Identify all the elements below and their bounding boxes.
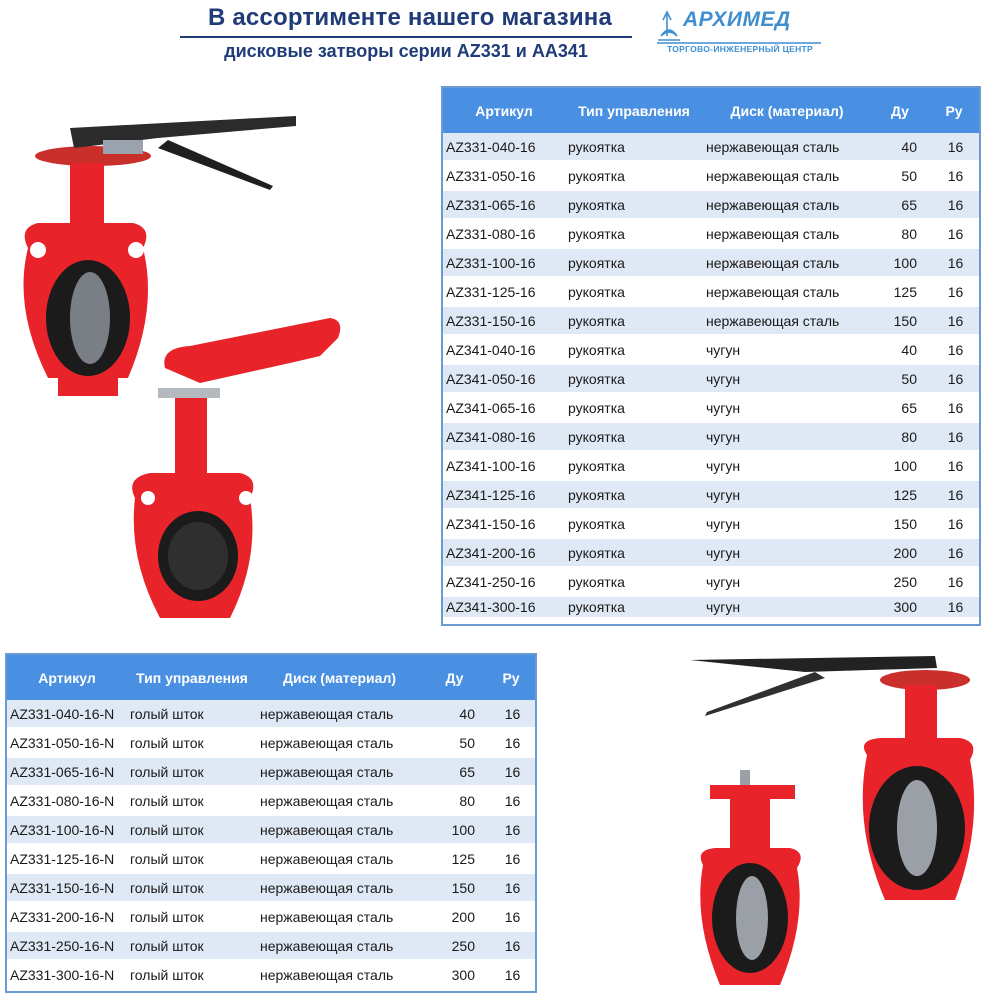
cell-control-type: голый шток bbox=[127, 757, 257, 786]
column-header-dn: Ду bbox=[871, 88, 929, 133]
column-header-pn: Ру bbox=[487, 655, 535, 700]
title-divider bbox=[180, 36, 632, 38]
cell-disc-material: нержавеющая сталь bbox=[257, 960, 422, 989]
cell-dn: 125 bbox=[871, 480, 929, 509]
cell-control-type: голый шток bbox=[127, 786, 257, 815]
cell-article: AZ331-300-16-N bbox=[7, 960, 127, 989]
cell-control-type: рукоятка bbox=[565, 277, 703, 306]
cell-pn: 16 bbox=[929, 422, 979, 451]
cell-disc-material: нержавеющая сталь bbox=[703, 277, 871, 306]
cell-disc-material: нержавеющая сталь bbox=[703, 248, 871, 277]
column-header-article: Артикул bbox=[443, 88, 565, 133]
cell-disc-material: чугун bbox=[703, 596, 871, 618]
cell-article: AZ331-065-16 bbox=[443, 190, 565, 219]
cell-pn: 16 bbox=[929, 133, 979, 161]
cell-disc-material: нержавеющая сталь bbox=[257, 844, 422, 873]
cell-article: AZ331-050-16-N bbox=[7, 728, 127, 757]
cell-dn: 40 bbox=[422, 700, 487, 728]
valve-az341-handle-photo bbox=[120, 308, 350, 638]
cell-pn: 16 bbox=[487, 873, 535, 902]
column-header-control-type: Тип управления bbox=[127, 655, 257, 700]
cell-disc-material: чугун bbox=[703, 509, 871, 538]
table-row bbox=[7, 902, 535, 931]
table-row bbox=[443, 277, 979, 306]
table-row bbox=[443, 538, 979, 567]
cell-dn: 80 bbox=[871, 422, 929, 451]
column-header-disc-material: Диск (материал) bbox=[257, 655, 422, 700]
cell-dn: 200 bbox=[871, 538, 929, 567]
valves-az331-n-photo bbox=[685, 650, 985, 990]
cell-dn: 200 bbox=[422, 902, 487, 931]
cell-dn: 150 bbox=[871, 509, 929, 538]
cell-dn: 250 bbox=[871, 567, 929, 596]
cell-dn: 300 bbox=[871, 596, 929, 618]
top-spec-table bbox=[443, 88, 979, 619]
table-row bbox=[443, 190, 979, 219]
cell-article: AZ331-100-16 bbox=[443, 248, 565, 277]
cell-disc-material: нержавеющая сталь bbox=[257, 728, 422, 757]
cell-disc-material: чугун bbox=[703, 364, 871, 393]
cell-dn: 100 bbox=[422, 815, 487, 844]
cell-pn: 16 bbox=[487, 960, 535, 989]
page-subtitle: дисковые затворы серии AZ331 и AA341 bbox=[224, 41, 588, 61]
cell-dn: 125 bbox=[422, 844, 487, 873]
table-row bbox=[7, 728, 535, 757]
cell-pn: 16 bbox=[487, 786, 535, 815]
page-title: В ассортименте нашего магазина bbox=[207, 4, 613, 31]
table-row bbox=[443, 364, 979, 393]
cell-disc-material: чугун bbox=[703, 393, 871, 422]
cell-article: AZ341-100-16 bbox=[443, 451, 565, 480]
cell-pn: 16 bbox=[929, 277, 979, 306]
column-header-control-type: Тип управления bbox=[565, 88, 703, 133]
cell-article: AZ331-125-16 bbox=[443, 277, 565, 306]
cell-pn: 16 bbox=[929, 451, 979, 480]
cell-disc-material: нержавеющая сталь bbox=[703, 190, 871, 219]
logo-tagline: ТОРГОВО-ИНЖЕНЕРНЫЙ ЦЕНТР bbox=[666, 44, 814, 54]
cell-pn: 16 bbox=[929, 248, 979, 277]
cell-control-type: рукоятка bbox=[565, 364, 703, 393]
cell-pn: 16 bbox=[487, 844, 535, 873]
column-header-dn: Ду bbox=[422, 655, 487, 700]
cell-article: AZ341-125-16 bbox=[443, 480, 565, 509]
cell-disc-material: нержавеющая сталь bbox=[703, 219, 871, 248]
cell-disc-material: чугун bbox=[703, 538, 871, 567]
cell-disc-material: чугун bbox=[703, 567, 871, 596]
cell-article: AZ331-080-16 bbox=[443, 219, 565, 248]
cell-control-type: рукоятка bbox=[565, 567, 703, 596]
cell-article: AZ341-080-16 bbox=[443, 422, 565, 451]
cell-disc-material: чугун bbox=[703, 480, 871, 509]
cell-pn: 16 bbox=[929, 509, 979, 538]
table-row bbox=[443, 248, 979, 277]
cell-dn: 100 bbox=[871, 451, 929, 480]
cell-article: AZ331-250-16-N bbox=[7, 931, 127, 960]
cell-control-type: голый шток bbox=[127, 844, 257, 873]
cell-article: AZ331-200-16-N bbox=[7, 902, 127, 931]
cell-pn: 16 bbox=[487, 700, 535, 728]
cell-disc-material: нержавеющая сталь bbox=[257, 757, 422, 786]
cell-dn: 300 bbox=[422, 960, 487, 989]
cell-article: AZ331-080-16-N bbox=[7, 786, 127, 815]
cell-control-type: рукоятка bbox=[565, 393, 703, 422]
cell-pn: 16 bbox=[929, 480, 979, 509]
table-row bbox=[443, 422, 979, 451]
cell-dn: 65 bbox=[422, 757, 487, 786]
cell-control-type: голый шток bbox=[127, 873, 257, 902]
cell-disc-material: нержавеющая сталь bbox=[257, 931, 422, 960]
cell-control-type: рукоятка bbox=[565, 422, 703, 451]
cell-pn: 16 bbox=[929, 393, 979, 422]
cell-pn: 16 bbox=[929, 335, 979, 364]
cell-disc-material: нержавеющая сталь bbox=[703, 133, 871, 161]
cell-disc-material: чугун bbox=[703, 451, 871, 480]
cell-pn: 16 bbox=[929, 219, 979, 248]
valve-body-bare-stem-icon bbox=[700, 770, 800, 985]
valve-body-with-handle-icon bbox=[863, 685, 974, 900]
cell-control-type: рукоятка bbox=[565, 306, 703, 335]
cell-control-type: рукоятка bbox=[565, 190, 703, 219]
table-row bbox=[443, 567, 979, 596]
cell-disc-material: нержавеющая сталь bbox=[703, 306, 871, 335]
cell-dn: 40 bbox=[871, 133, 929, 161]
cell-dn: 50 bbox=[871, 364, 929, 393]
logo-emblem-icon bbox=[658, 12, 680, 40]
cell-pn: 16 bbox=[487, 728, 535, 757]
cell-pn: 16 bbox=[929, 161, 979, 190]
cell-pn: 16 bbox=[929, 538, 979, 567]
table-header-row bbox=[7, 655, 535, 700]
cell-dn: 125 bbox=[871, 277, 929, 306]
table-row bbox=[7, 873, 535, 902]
cell-disc-material: чугун bbox=[703, 422, 871, 451]
red-handle-lever-icon bbox=[158, 318, 340, 398]
cell-dn: 50 bbox=[871, 161, 929, 190]
table-row bbox=[443, 596, 979, 618]
cell-control-type: рукоятка bbox=[565, 480, 703, 509]
cell-article: AZ331-065-16-N bbox=[7, 757, 127, 786]
cell-article: AZ341-065-16 bbox=[443, 393, 565, 422]
cell-article: AZ341-300-16 bbox=[443, 596, 565, 618]
cell-dn: 80 bbox=[422, 786, 487, 815]
cell-control-type: рукоятка bbox=[565, 451, 703, 480]
cell-control-type: голый шток bbox=[127, 902, 257, 931]
cell-disc-material: нержавеющая сталь bbox=[257, 786, 422, 815]
column-header-article: Артикул bbox=[7, 655, 127, 700]
logo-name: АРХИМЕД bbox=[683, 8, 791, 31]
table-row bbox=[443, 480, 979, 509]
cell-article: AZ331-040-16 bbox=[443, 133, 565, 161]
cell-control-type: рукоятка bbox=[565, 133, 703, 161]
cell-article: AZ331-040-16-N bbox=[7, 700, 127, 728]
table-row bbox=[443, 451, 979, 480]
table-row bbox=[443, 161, 979, 190]
cell-control-type: рукоятка bbox=[565, 509, 703, 538]
table-row bbox=[443, 509, 979, 538]
cell-dn: 80 bbox=[871, 219, 929, 248]
cell-article: AZ331-125-16-N bbox=[7, 844, 127, 873]
cell-dn: 150 bbox=[871, 306, 929, 335]
cell-pn: 16 bbox=[929, 596, 979, 618]
cell-article: AZ331-150-16-N bbox=[7, 873, 127, 902]
table-row bbox=[7, 960, 535, 989]
cell-article: AZ331-150-16 bbox=[443, 306, 565, 335]
cell-article: AZ331-100-16-N bbox=[7, 815, 127, 844]
cell-article: AZ341-200-16 bbox=[443, 538, 565, 567]
table-row bbox=[443, 335, 979, 364]
cell-dn: 65 bbox=[871, 190, 929, 219]
cell-control-type: рукоятка bbox=[565, 335, 703, 364]
cell-control-type: рукоятка bbox=[565, 596, 703, 618]
cell-control-type: рукоятка bbox=[565, 538, 703, 567]
cell-control-type: голый шток bbox=[127, 700, 257, 728]
cell-dn: 65 bbox=[871, 393, 929, 422]
cell-pn: 16 bbox=[929, 190, 979, 219]
cell-dn: 100 bbox=[871, 248, 929, 277]
cell-dn: 40 bbox=[871, 335, 929, 364]
cell-dn: 250 bbox=[422, 931, 487, 960]
table-row bbox=[7, 815, 535, 844]
column-header-disc-material: Диск (материал) bbox=[703, 88, 871, 133]
cell-pn: 16 bbox=[487, 902, 535, 931]
cell-article: AZ331-050-16 bbox=[443, 161, 565, 190]
cell-control-type: рукоятка bbox=[565, 219, 703, 248]
bottom-spec-table bbox=[7, 655, 535, 990]
cell-article: AZ341-050-16 bbox=[443, 364, 565, 393]
cell-control-type: голый шток bbox=[127, 815, 257, 844]
cell-dn: 150 bbox=[422, 873, 487, 902]
cell-control-type: голый шток bbox=[127, 960, 257, 989]
cell-article: AZ341-040-16 bbox=[443, 335, 565, 364]
cell-article: AZ341-150-16 bbox=[443, 509, 565, 538]
cell-article: AZ341-250-16 bbox=[443, 567, 565, 596]
table-row bbox=[7, 700, 535, 728]
cell-pn: 16 bbox=[929, 567, 979, 596]
cell-disc-material: нержавеющая сталь bbox=[257, 873, 422, 902]
cell-pn: 16 bbox=[929, 364, 979, 393]
table-row bbox=[7, 757, 535, 786]
cell-pn: 16 bbox=[487, 931, 535, 960]
cell-pn: 16 bbox=[929, 306, 979, 335]
cell-pn: 16 bbox=[487, 757, 535, 786]
cell-disc-material: нержавеющая сталь bbox=[703, 161, 871, 190]
table-row bbox=[7, 786, 535, 815]
table-row bbox=[443, 133, 979, 161]
table-row bbox=[443, 393, 979, 422]
cell-disc-material: нержавеющая сталь bbox=[257, 902, 422, 931]
cell-pn: 16 bbox=[487, 815, 535, 844]
cell-control-type: рукоятка bbox=[565, 161, 703, 190]
cell-control-type: голый шток bbox=[127, 931, 257, 960]
table-row bbox=[7, 844, 535, 873]
table-row bbox=[443, 219, 979, 248]
cell-control-type: рукоятка bbox=[565, 248, 703, 277]
cell-disc-material: нержавеющая сталь bbox=[257, 700, 422, 728]
valve-body-icon bbox=[132, 398, 253, 618]
table-row bbox=[443, 306, 979, 335]
cell-dn: 50 bbox=[422, 728, 487, 757]
cell-control-type: голый шток bbox=[127, 728, 257, 757]
table-header-row bbox=[443, 88, 979, 133]
cell-disc-material: чугун bbox=[703, 335, 871, 364]
table-row bbox=[7, 931, 535, 960]
cell-disc-material: нержавеющая сталь bbox=[257, 815, 422, 844]
column-header-pn: Ру bbox=[929, 88, 979, 133]
